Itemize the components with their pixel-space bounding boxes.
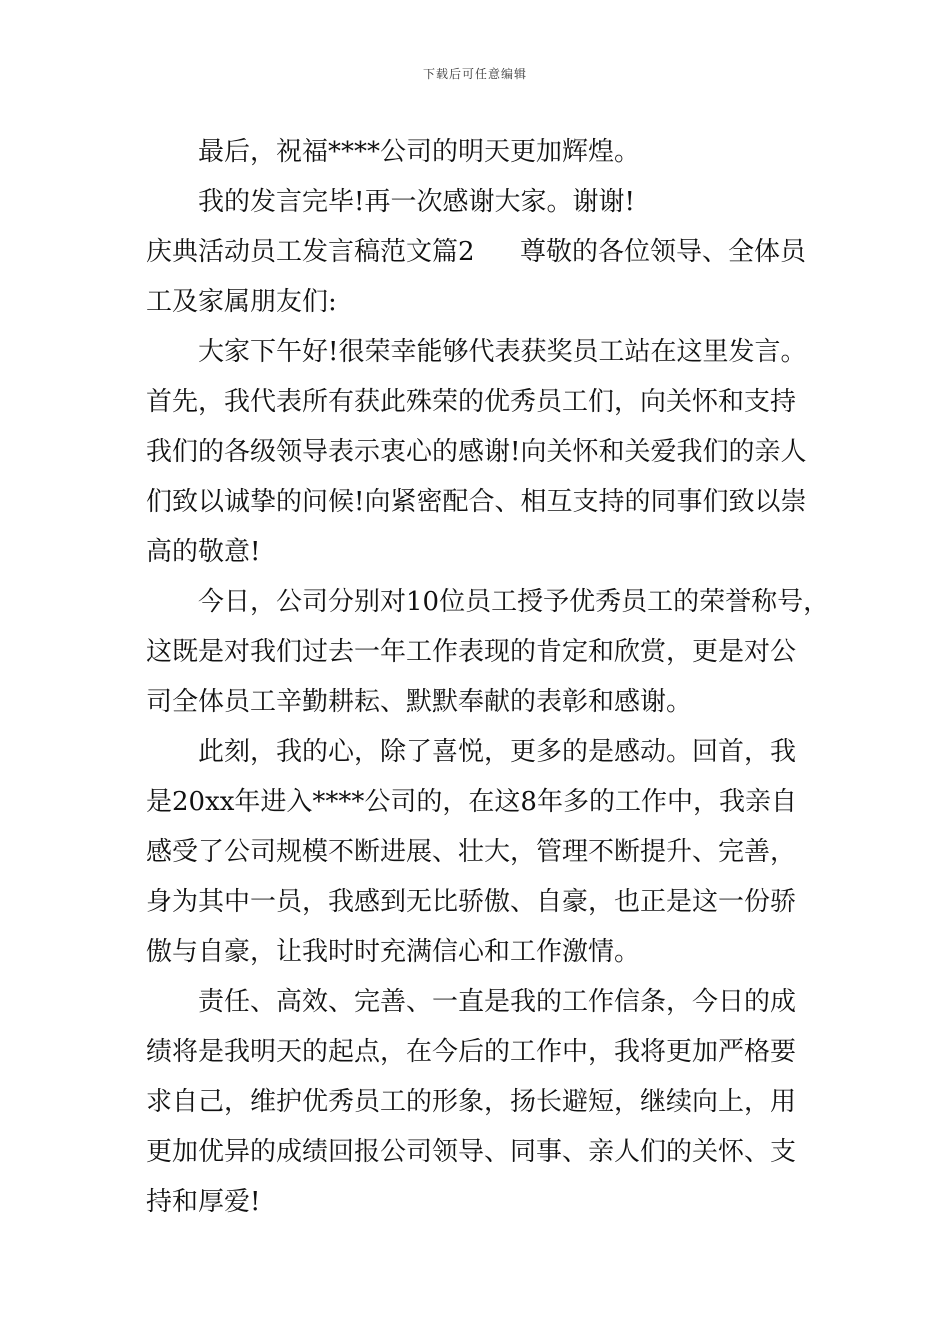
paragraph-line: 感受了公司规模不断进展、壮大，管理不断提升、完善，: [146, 837, 797, 867]
paragraph-line: 是20xx年进入****公司的，在这8年多的工作中，我亲自: [146, 787, 797, 817]
paragraph-line: 身为其中一员，我感到无比骄傲、自豪，也正是这一份骄: [146, 887, 797, 917]
paragraph-line: 司全体员工辛勤耕耘、默默奉献的表彰和感谢。: [146, 687, 693, 717]
paragraph-line: 高的敬意!: [146, 537, 261, 567]
paragraph-line: 大家下午好!很荣幸能够代表获奖员工站在这里发言。: [198, 337, 807, 367]
paragraph-line: 绩将是我明天的起点，在今后的工作中，我将更加严格要: [146, 1037, 797, 1067]
paragraph-line: 我的发言完毕!再一次感谢大家。谢谢!: [198, 187, 635, 217]
section-heading-line: [146, 227, 806, 277]
salutation-start: 尊敬的各位领导、全体员: [519, 237, 806, 267]
paragraph-line: 责任、高效、完善、一直是我的工作信条，今日的成: [198, 987, 797, 1017]
paragraph-line: 们致以诚挚的问候!向紧密配合、相互支持的同事们致以崇: [146, 487, 807, 517]
paragraph-line: 傲与自豪，让我时时充满信心和工作激情。: [146, 937, 641, 967]
page-header-note: 下载后可任意编辑: [422, 67, 527, 81]
paragraph-line: 更加优异的成绩回报公司领导、同事、亲人们的关怀、支: [146, 1137, 797, 1167]
paragraph-line: 最后，祝福****公司的明天更加辉煌。: [198, 137, 641, 167]
paragraph-line: 这既是对我们过去一年工作表现的肯定和欣赏，更是对公: [146, 637, 797, 667]
paragraph-line: 持和厚爱!: [146, 1187, 261, 1217]
paragraph-line: 此刻，我的心，除了喜悦，更多的是感动。回首，我: [198, 737, 797, 767]
paragraph-line: 今日，公司分别对10位员工授予优秀员工的荣誉称号，: [198, 587, 830, 617]
paragraph-line: 我们的各级领导表示衷心的感谢!向关怀和关爱我们的亲人: [146, 437, 807, 467]
paragraph-line: 求自己，维护优秀员工的形象，扬长避短，继续向上，用: [146, 1087, 797, 1117]
section-title: 庆典活动员工发言稿范文篇2: [146, 237, 475, 267]
paragraph-line: 首先，我代表所有获此殊荣的优秀员工们，向关怀和支持: [146, 387, 797, 417]
salutation-line: 工及家属朋友们:: [146, 287, 337, 317]
document-body: [146, 127, 830, 1227]
